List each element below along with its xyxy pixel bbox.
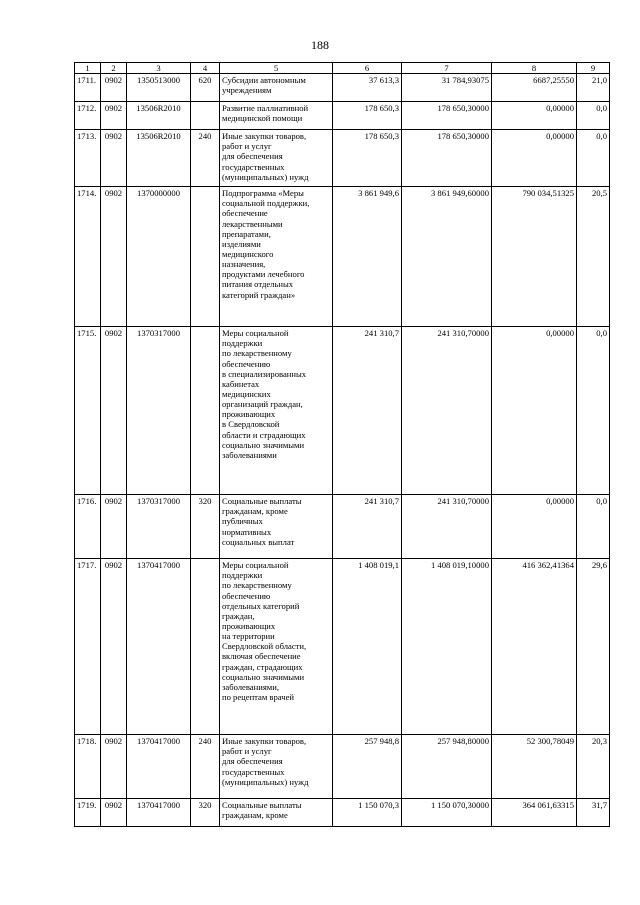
planned-amount-cell: 37 613,3 [333, 74, 402, 102]
percent-cell: 20,5 [577, 187, 610, 327]
section-code-cell: 0902 [101, 559, 127, 735]
row-number-cell: 1711. [75, 74, 101, 102]
planned-amount-cell: 178 650,3 [333, 102, 402, 130]
description-line: препаратами, [222, 228, 271, 239]
expense-type-cell: 240 [191, 735, 220, 799]
description-line: лекарственными [222, 218, 283, 229]
description-line: отдельных категорий [222, 600, 300, 611]
limit-amount-cell: 31 784,93075 [402, 74, 492, 102]
target-code-cell: 13506R2010 [127, 130, 191, 187]
percent-cell: 29,6 [577, 559, 610, 735]
description-line: Меры социальной [222, 560, 289, 571]
section-code-cell: 0902 [101, 799, 127, 827]
description-line: проживающих [222, 620, 276, 631]
description-line: заболеваниями [222, 449, 277, 460]
description-line: заболеваниями, [222, 681, 279, 692]
expense-type-cell: 320 [191, 495, 220, 559]
table-row [75, 130, 610, 187]
description-cell [220, 327, 333, 495]
percent-cell: 31,7 [577, 799, 610, 827]
description-line: проживающих [222, 409, 276, 420]
percent-cell: 0,0 [577, 130, 610, 187]
description-cell [220, 735, 333, 799]
executed-amount-cell: 0,00000 [492, 327, 577, 495]
planned-amount-cell: 178 650,3 [333, 130, 402, 187]
description-line: (муниципальных) нужд [222, 171, 309, 182]
table-row [75, 799, 610, 827]
description-cell [220, 495, 333, 559]
description-line: организаций граждан, [222, 399, 303, 410]
target-code-cell: 1370317000 [127, 327, 191, 495]
limit-amount-cell: 241 310,70000 [402, 327, 492, 495]
description-line: медицинского [222, 248, 274, 259]
description-cell [220, 74, 333, 102]
planned-amount-cell: 3 861 949,6 [333, 187, 402, 327]
description-line: назначения, [222, 259, 266, 270]
percent-cell: 0,0 [577, 495, 610, 559]
target-code-cell: 1350513000 [127, 74, 191, 102]
section-code-cell: 0902 [101, 130, 127, 187]
description-line: медицинских [222, 388, 271, 399]
planned-amount-cell: 1 150 070,3 [333, 799, 402, 827]
col-header-2: 2 [101, 63, 127, 74]
description-line: работ и услуг [222, 141, 272, 152]
description-line: Развитие паллиативной [222, 103, 309, 114]
description-line: гражданам, кроме [222, 506, 288, 517]
limit-amount-cell: 1 408 019,10000 [402, 559, 492, 735]
table-body [75, 74, 610, 827]
row-number-cell: 1719. [75, 799, 101, 827]
section-code-cell: 0902 [101, 102, 127, 130]
description-line: обеспечению [222, 358, 271, 369]
col-header-4: 4 [191, 63, 220, 74]
expense-type-cell [191, 327, 220, 495]
target-code-cell: 1370417000 [127, 735, 191, 799]
section-code-cell: 0902 [101, 74, 127, 102]
description-line: обеспечению [222, 590, 271, 601]
description-cell [220, 187, 333, 327]
description-line: категорий граждан» [222, 289, 296, 300]
percent-cell: 0,0 [577, 102, 610, 130]
target-code-cell: 13506R2010 [127, 102, 191, 130]
executed-amount-cell: 6687,25550 [492, 74, 577, 102]
description-line: кабинетах [222, 378, 260, 389]
description-line: нормативных [222, 526, 272, 537]
description-line: поддержки [222, 570, 263, 581]
description-line: включая обеспечение [222, 651, 301, 662]
description-line: (муниципальных) нужд [222, 776, 309, 787]
description-line: публичных [222, 516, 263, 527]
col-header-7: 7 [402, 63, 492, 74]
description-line: поддержки [222, 338, 263, 349]
expense-type-cell [191, 102, 220, 130]
percent-cell: 0,0 [577, 327, 610, 495]
limit-amount-cell: 178 650,30000 [402, 130, 492, 187]
executed-amount-cell: 0,00000 [492, 130, 577, 187]
planned-amount-cell: 1 408 019,1 [333, 559, 402, 735]
description-line: социально значимыми [222, 671, 305, 682]
description-cell [220, 102, 333, 130]
description-line: обеспечение [222, 208, 268, 219]
description-line: Социальные выплаты [222, 496, 302, 507]
description-line: граждан, страдающих [222, 661, 303, 672]
target-code-cell: 1370317000 [127, 495, 191, 559]
section-code-cell: 0902 [101, 187, 127, 327]
limit-amount-cell: 178 650,30000 [402, 102, 492, 130]
description-line: в специализированных [222, 368, 307, 379]
description-line: Иные закупки товаров, [222, 131, 307, 142]
description-line: социально значимыми [222, 439, 305, 450]
table-row [75, 559, 610, 735]
executed-amount-cell: 416 362,41364 [492, 559, 577, 735]
planned-amount-cell: 241 310,7 [333, 495, 402, 559]
row-number-cell: 1714. [75, 187, 101, 327]
description-line: Социальные выплаты [222, 800, 302, 811]
description-line: государственных [222, 161, 285, 172]
expense-type-cell [191, 559, 220, 735]
description-line: государственных [222, 766, 285, 777]
description-line: гражданам, кроме [222, 810, 288, 821]
col-header-1: 1 [75, 63, 101, 74]
executed-amount-cell: 0,00000 [492, 495, 577, 559]
row-number-cell: 1712. [75, 102, 101, 130]
planned-amount-cell: 257 948,8 [333, 735, 402, 799]
description-line: социальной поддержки, [222, 198, 310, 209]
description-cell [220, 799, 333, 827]
budget-table [74, 62, 610, 827]
description-line: по лекарственному [222, 580, 292, 591]
limit-amount-cell: 1 150 070,30000 [402, 799, 492, 827]
table-row [75, 495, 610, 559]
header-row [75, 63, 610, 74]
description-cell [220, 559, 333, 735]
limit-amount-cell: 241 310,70000 [402, 495, 492, 559]
executed-amount-cell: 790 034,51325 [492, 187, 577, 327]
expense-type-cell [191, 187, 220, 327]
col-header-5: 5 [220, 63, 333, 74]
description-line: медицинской помощи [222, 113, 303, 124]
col-header-6: 6 [333, 63, 402, 74]
page-number: 188 [311, 38, 329, 52]
section-code-cell: 0902 [101, 327, 127, 495]
col-header-3: 3 [127, 63, 191, 74]
row-number-cell: 1713. [75, 130, 101, 187]
col-header-9: 9 [577, 63, 610, 74]
limit-amount-cell: 3 861 949,60000 [402, 187, 492, 327]
planned-amount-cell: 241 310,7 [333, 327, 402, 495]
description-line: по лекарственному [222, 348, 292, 359]
description-line: Свердловской области, [222, 641, 307, 652]
description-line: изделиями [222, 238, 261, 249]
table-row [75, 327, 610, 495]
target-code-cell: 1370417000 [127, 559, 191, 735]
row-number-cell: 1715. [75, 327, 101, 495]
description-line: Субсидии автономным [222, 75, 306, 86]
description-line: учреждениям [222, 85, 272, 96]
executed-amount-cell: 52 300,78049 [492, 735, 577, 799]
limit-amount-cell: 257 948,80000 [402, 735, 492, 799]
table-row [75, 187, 610, 327]
table-row [75, 735, 610, 799]
percent-cell: 20,3 [577, 735, 610, 799]
description-line: на территории [222, 631, 275, 642]
description-line: продуктами лечебного [222, 269, 305, 280]
description-line: работ и услуг [222, 746, 272, 757]
col-header-8: 8 [492, 63, 577, 74]
description-line: Меры социальной [222, 328, 289, 339]
row-number-cell: 1718. [75, 735, 101, 799]
expense-type-cell: 240 [191, 130, 220, 187]
expense-type-cell: 320 [191, 799, 220, 827]
description-line: по рецептам врачей [222, 691, 294, 702]
table-row [75, 74, 610, 102]
executed-amount-cell: 0,00000 [492, 102, 577, 130]
expense-type-cell: 620 [191, 74, 220, 102]
row-number-cell: 1717. [75, 559, 101, 735]
description-line: граждан, [222, 610, 255, 621]
description-line: в Свердловской [222, 419, 280, 430]
row-number-cell: 1716. [75, 495, 101, 559]
section-code-cell: 0902 [101, 735, 127, 799]
table-row [75, 102, 610, 130]
executed-amount-cell: 364 061,63315 [492, 799, 577, 827]
description-line: для обеспечения [222, 756, 283, 767]
description-cell [220, 130, 333, 187]
target-code-cell: 1370000000 [127, 187, 191, 327]
description-line: Иные закупки товаров, [222, 736, 307, 747]
description-line: для обеспечения [222, 151, 283, 162]
section-code-cell: 0902 [101, 495, 127, 559]
description-line: питания отдельных [222, 279, 294, 290]
description-line: области и страдающих [222, 429, 306, 440]
percent-cell: 21,0 [577, 74, 610, 102]
target-code-cell: 1370417000 [127, 799, 191, 827]
description-line: Подпрограмма «Меры [222, 188, 304, 199]
description-line: социальных выплат [222, 536, 295, 547]
